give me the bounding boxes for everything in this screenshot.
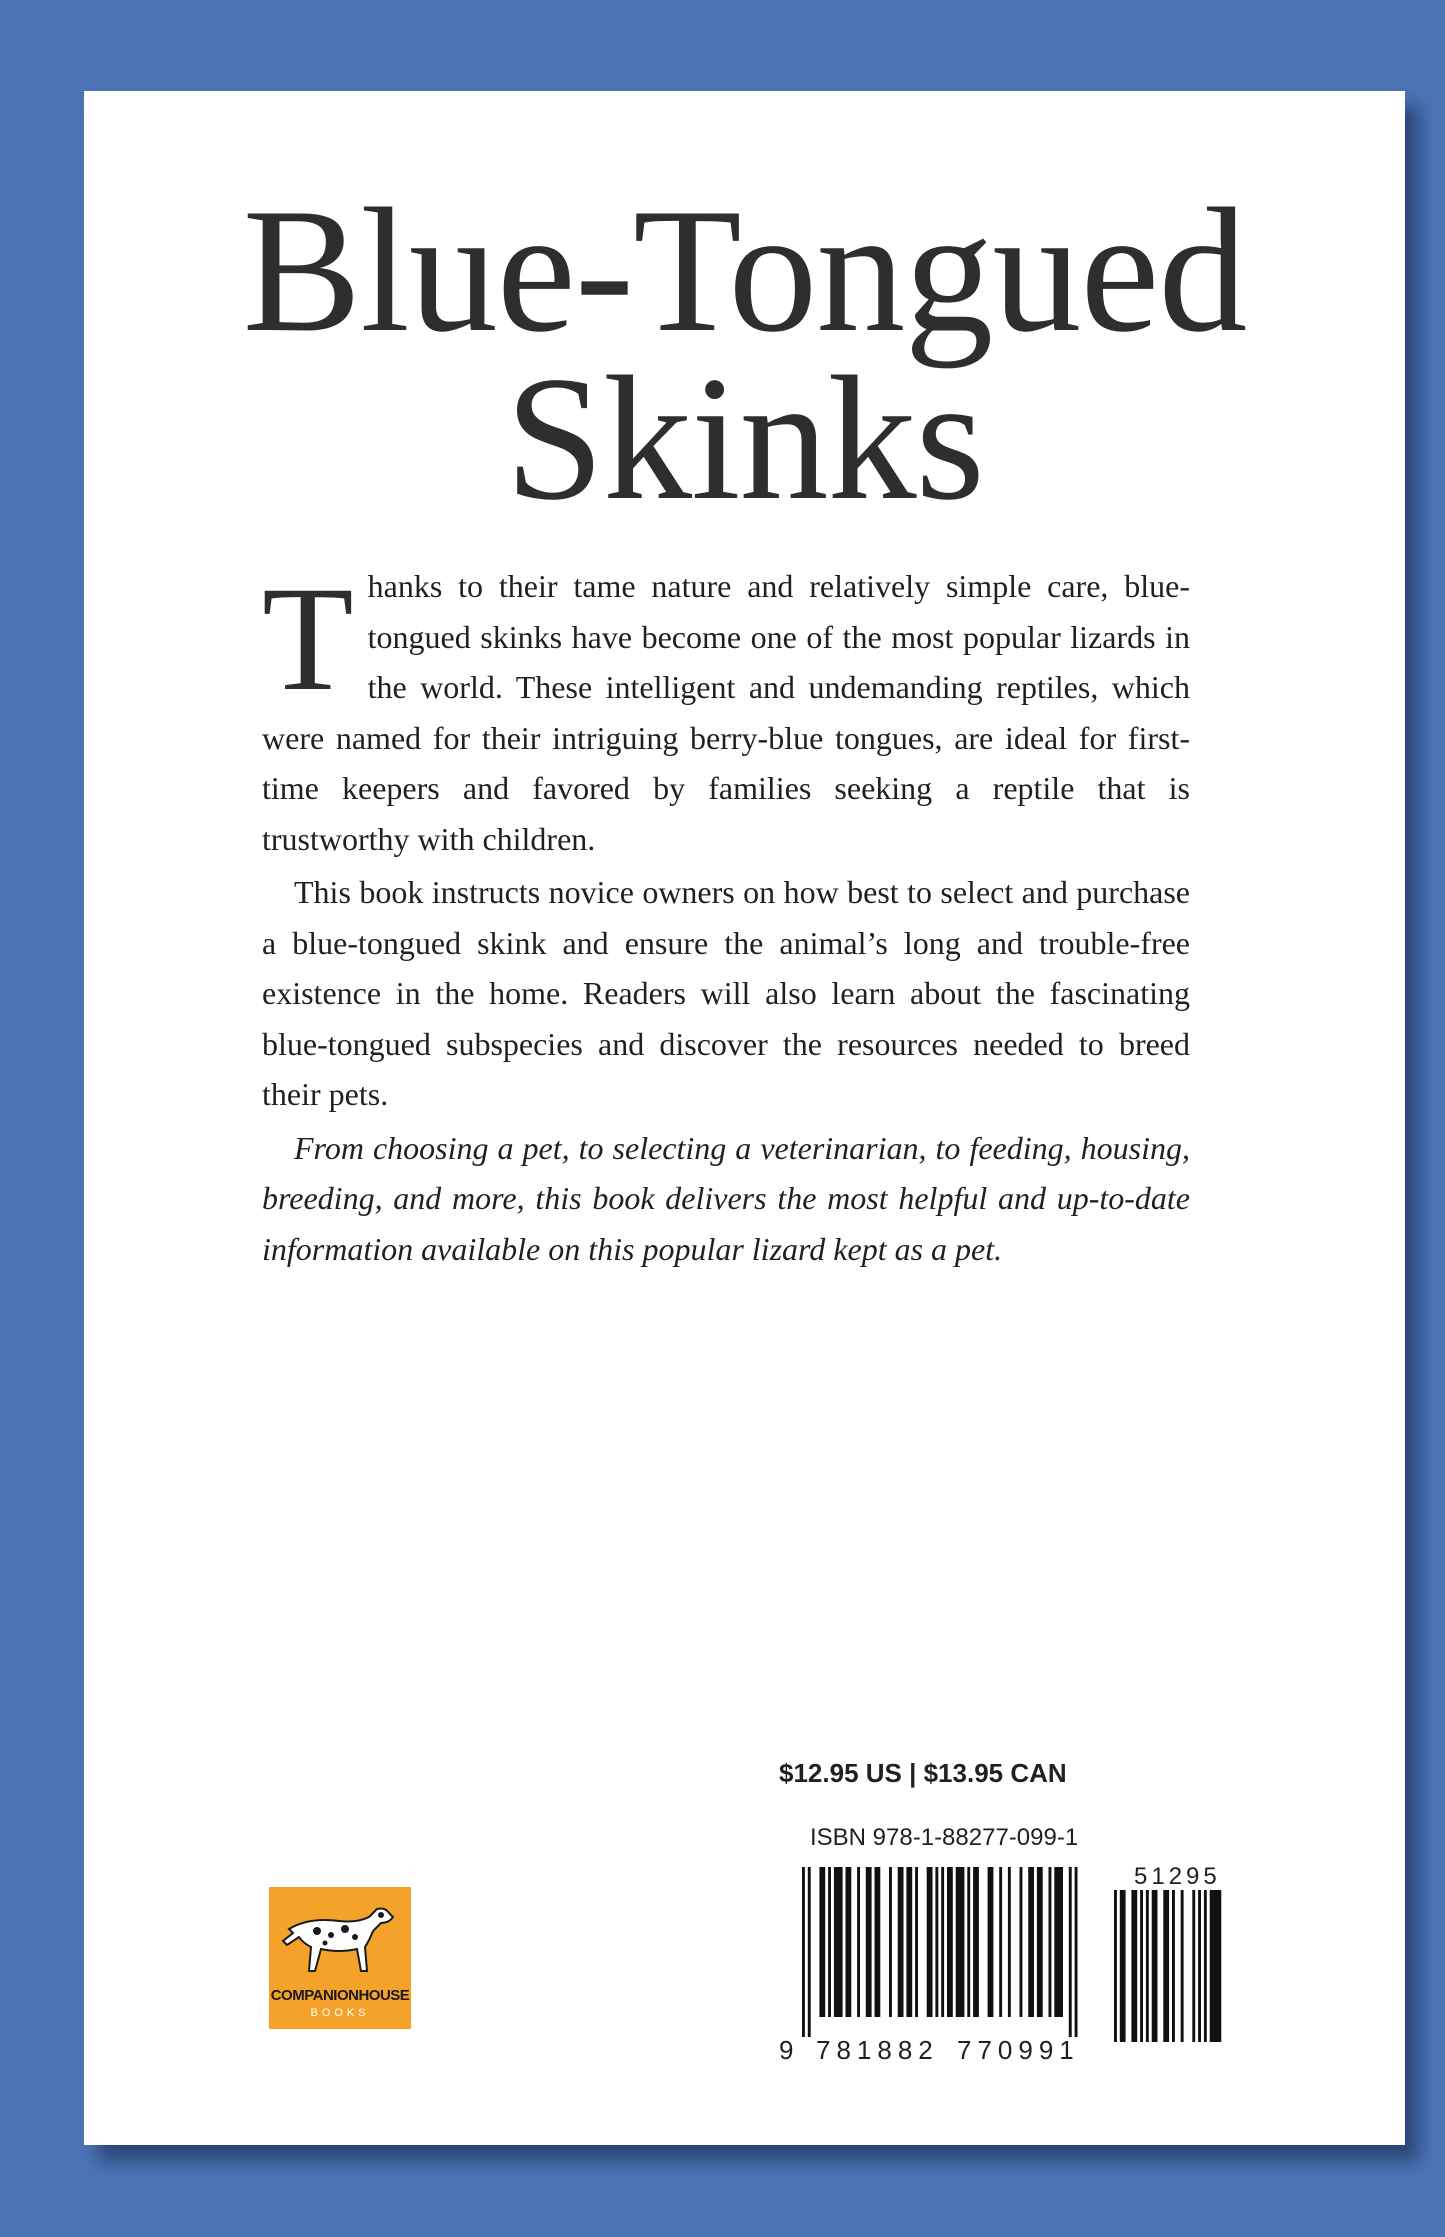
price: $12.95 US | $13.95 CAN (779, 1758, 1067, 1788)
barcode-bar (1204, 1890, 1207, 2042)
barcode-bar (1054, 1867, 1063, 2017)
isbn-barcode (802, 1867, 1092, 2042)
barcode-bar (973, 1867, 979, 2017)
paragraph-2: This book instructs novice owners on how best to select and purchase a blue-tongued skink and ensure the animal’s long and trouble-free existence in the home. Readers will also learn about the fascinating blue-tongued subspecies and discover the resources needed to breed their pets. (262, 874, 1190, 1112)
barcode-bar (906, 1867, 912, 2017)
barcode-bar (898, 1867, 904, 2017)
barcode-bar (999, 1867, 1002, 2017)
barcode-bar (866, 1867, 872, 2017)
barcode-bar (1075, 1867, 1078, 2037)
barcode-bar (1008, 1867, 1011, 2017)
barcode-bar (1210, 1890, 1222, 2042)
publisher-logo (269, 1887, 411, 2029)
barcode-digits-left: 781882 (816, 2035, 939, 2065)
barcode-bar (1192, 1890, 1195, 2042)
barcode-bar (1069, 1867, 1072, 2037)
title-line-1: Blue-Tongued (242, 171, 1247, 369)
barcode-bar (846, 1867, 852, 2017)
barcode-bar (834, 1867, 843, 2017)
barcode-bar (1140, 1890, 1143, 2042)
barcode-bar (828, 1867, 831, 2017)
barcode-digits-right: 770991 (957, 2035, 1080, 2065)
barcode-bar (819, 1867, 825, 2017)
barcode-bar (1049, 1867, 1052, 2017)
paragraph-1 (262, 556, 1190, 864)
book-title (84, 171, 1405, 537)
barcode-bar (915, 1867, 918, 2017)
barcode-bar (1120, 1890, 1126, 2042)
barcode-bar (1114, 1890, 1117, 2042)
barcode-bar (857, 1867, 860, 2017)
barcode-bar (889, 1867, 892, 2017)
barcode-bar (808, 1867, 811, 2037)
paragraph-1-text: hanks to their tame nature and relatively simple care, blue-tongued skinks have become one of the most popular lizards in the world. These intelligent and undemanding reptiles, which were named for their intriguing berry-blue tongues, are ideal for first-time keepers and favored by families seeking a reptile that is trustworthy with children. (262, 568, 1190, 857)
publisher-sub: BOOKS (310, 2007, 370, 2019)
barcode-bar (1020, 1867, 1023, 2017)
barcode-bar (1181, 1890, 1184, 2042)
barcode-bar (1037, 1867, 1043, 2017)
barcode-bar (941, 1867, 944, 2017)
pointer-dog-icon (269, 1887, 411, 1987)
barcode-bar (947, 1867, 953, 2017)
paragraph-3: From choosing a pet, to selecting a veterinarian, to feeding, housing, breeding, and more, this book delivers the most helpful and up-to-date information available on this popular lizard kept as a pet. (262, 1129, 1190, 1267)
barcode-bar (1146, 1890, 1149, 2042)
price-addon-barcode (1114, 1890, 1242, 2042)
description (262, 556, 1190, 1274)
barcode-bar (1028, 1867, 1034, 2017)
drop-cap: T (262, 556, 354, 722)
barcode-bar (956, 1867, 965, 2017)
barcode-bar (1163, 1890, 1169, 2042)
title-line-2: Skinks (505, 339, 984, 537)
publisher-name: COMPANIONHOUSE (270, 1987, 410, 2004)
barcode-bar (1131, 1890, 1137, 2042)
barcode-bar (1172, 1890, 1175, 2042)
addon-digits: 51295 (1134, 1863, 1221, 1890)
barcode-bar (1198, 1890, 1201, 2042)
barcode-digit-first: 9 (779, 2035, 800, 2065)
barcode-bar (802, 1867, 805, 2037)
barcode-bar (967, 1867, 970, 2017)
barcode-bar (1152, 1890, 1158, 2042)
isbn: ISBN 978-1-88277-099-1 (810, 1824, 1079, 1851)
back-cover (84, 91, 1405, 2145)
barcode-bar (935, 1867, 938, 2017)
barcode-bar (875, 1867, 881, 2017)
barcode-bar (988, 1867, 994, 2017)
barcode-bar (927, 1867, 933, 2017)
